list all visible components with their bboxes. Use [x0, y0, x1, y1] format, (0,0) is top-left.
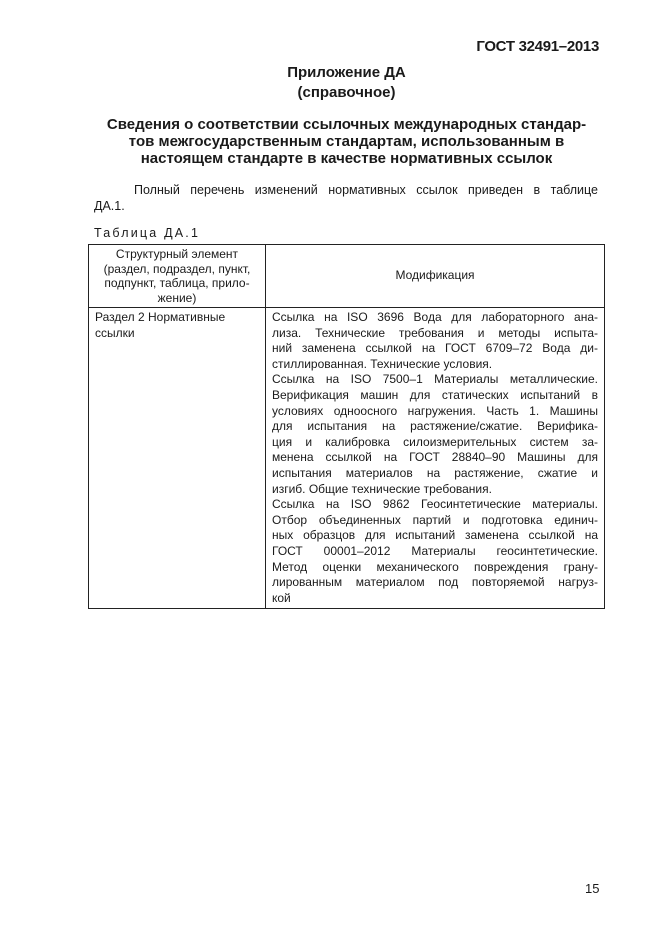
cell-structural-element — [89, 308, 266, 609]
cell-line: изгиб. Общие технические требования. — [272, 481, 492, 496]
cell-line: кой — [272, 590, 291, 605]
table-row — [89, 308, 605, 609]
header-line: (раздел, подраздел, пункт, — [103, 261, 251, 276]
cell-modification — [266, 308, 605, 609]
cell-line: ний заменена ссылкой на ГОСТ 6709–72 Вода ди- — [272, 341, 598, 356]
standard-code: ГОСТ 32491–2013 — [476, 38, 599, 55]
cell-line: менена ссылкой на ГОСТ 28840–90 Машины для — [272, 450, 598, 465]
page-number: 15 — [585, 881, 600, 896]
cell-line: Ссылка на ISO 3696 Вода для лабораторного ана- — [272, 310, 598, 324]
table-caption: Таблица ДА.1 — [94, 226, 201, 240]
header-modification: Модификация — [266, 245, 605, 308]
header-line: жение) — [157, 290, 197, 305]
cell-line: Верификация машин для статических испытаний в — [272, 387, 598, 402]
cell-line: для испытания на растяжение/сжатие. Верифика- — [272, 419, 598, 434]
section-heading — [88, 116, 605, 167]
cell-line: ных образцов для испытаний заменена ссылкой на — [272, 528, 598, 543]
cell-line: лиза. Технические требования и методы испыта- — [272, 325, 598, 340]
cell-line: Ссылка на ISO 7500–1 Материалы металлические. — [272, 372, 598, 387]
table-header-row — [89, 245, 605, 308]
heading-line: Сведения о соответствии ссылочных международных стандар- — [106, 116, 587, 133]
cell-line: испытания материалов на растяжение, сжатие и — [272, 465, 598, 480]
intro-line: ДА.1. — [94, 199, 125, 213]
cell-line: Ссылка на ISO 9862 Геосинтетические материалы. — [272, 497, 598, 512]
cell-line: ссылки — [95, 325, 135, 340]
cell-line: Раздел 2 Нормативные — [95, 310, 226, 324]
heading-line: настоящем стандарте в качестве нормативных ссылок — [140, 150, 553, 167]
cell-line: лированным материалом под повторяемой нагруз- — [272, 575, 598, 590]
appendix-kind: (справочное) — [297, 84, 396, 101]
header-line: Структурный элемент — [115, 247, 239, 261]
cell-line: стиллированная. Технические условия. — [272, 356, 493, 371]
intro-line: Полный перечень изменений нормативных ссылок приведен в таблице — [134, 183, 598, 197]
cell-line: условиях одноосного нагружения. Часть 1. Машины — [272, 403, 598, 418]
header-line: подпункт, таблица, прило- — [104, 276, 250, 290]
cell-line: Метод оценки механического повреждения грану- — [272, 559, 598, 574]
appendix-title: Приложение ДА — [287, 64, 406, 81]
references-table — [88, 244, 605, 609]
intro-paragraph — [94, 182, 598, 214]
heading-line: тов межгосударственным стандартам, использованным в — [128, 133, 565, 150]
cell-line: ГОСТ 00001–2012 Материалы геосинтетические. — [272, 543, 598, 558]
header-structural-element — [89, 245, 266, 308]
cell-line: Отбор объединенных партий и подготовка единич- — [272, 512, 598, 527]
cell-line: ция и калибровка силоизмерительных систем за- — [272, 434, 598, 449]
